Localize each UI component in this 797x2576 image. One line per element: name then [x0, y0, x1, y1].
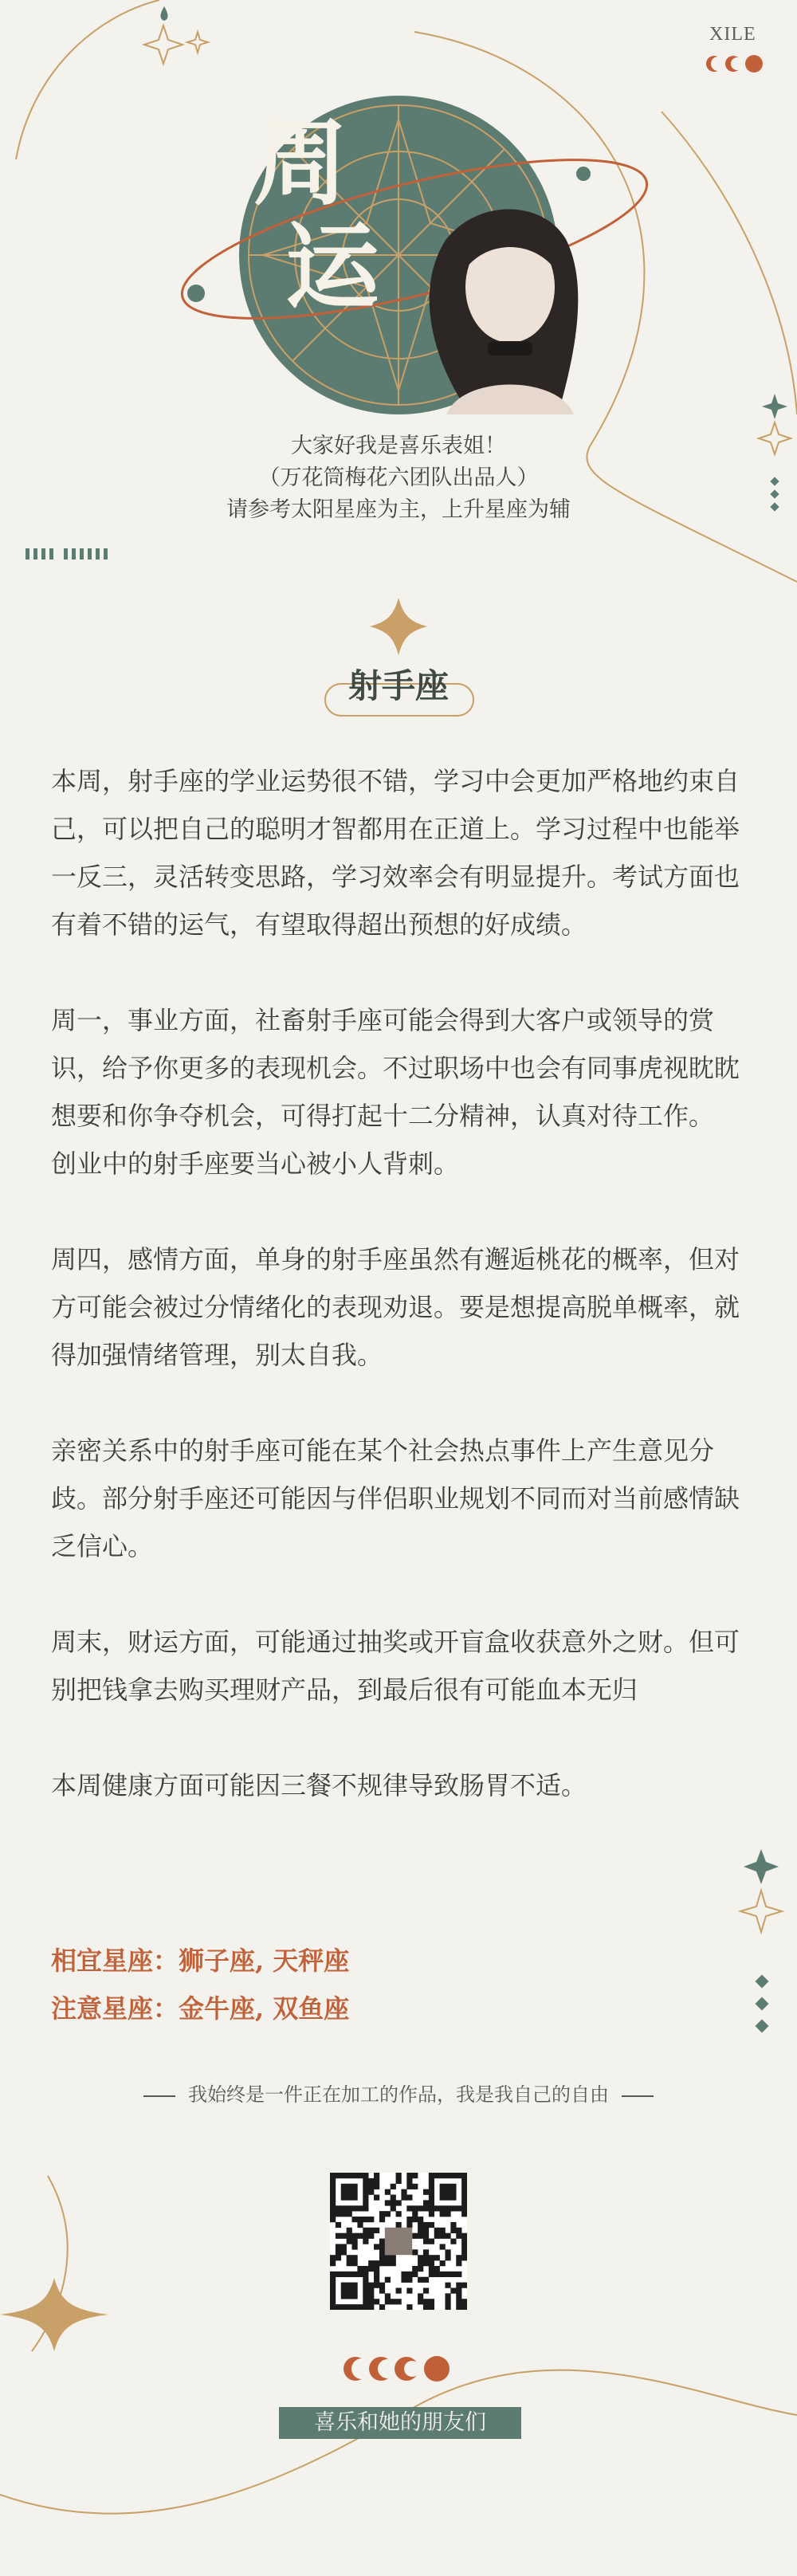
paragraph: 本周，射手座的学业运势很不错，学习中会更加严格地约束自己，可以把自己的聪明才智都用在正道上。学习过程中也能举一反三，灵活转变思路，学习效率会有明显提升。考试方面也有着不错的运气，有望取得超出预想的好成绩。: [51, 766, 740, 940]
caution-match: 注意星座：金牛座, 双鱼座: [51, 1993, 350, 2024]
divider: [143, 2095, 175, 2097]
stripe-decor: [26, 548, 108, 560]
footer-label: 喜乐和她的朋友们: [279, 2407, 521, 2439]
logo-char-1: 周: [253, 108, 348, 218]
horoscope-body: [51, 757, 752, 1857]
star-icon: [762, 394, 787, 419]
motto-line: [0, 2079, 797, 2107]
moon-phase-icon: [706, 55, 763, 73]
sparkle-icon: [0, 2278, 108, 2351]
paragraph: 周末，财运方面，可能通过抽奖或开盲盒收获意外之财。但可别把钱拿去购买理财产品，到最后很有可能血本无归: [51, 1627, 740, 1705]
drop-icon: [161, 6, 168, 21]
divider: [622, 2095, 654, 2097]
decor-curve: [0, 2370, 797, 2514]
intro-line: 请参考太阳星座为主，上升星座为辅: [226, 497, 571, 522]
brand-name: XILE: [709, 24, 756, 45]
qr-avatar: [385, 2228, 412, 2255]
compatibility-block: [51, 1937, 349, 2032]
zodiac-title: 射手座: [347, 666, 449, 705]
paragraph: 创业中的射手座要当心被小人背刺。: [51, 1149, 460, 1179]
motto-text: 我始终是一件正在加工的作品，我是我自己的自由: [188, 2083, 609, 2106]
planet-dot: [187, 285, 205, 302]
paragraph: 周一，事业方面，社畜射手座可能会得到大客户或领导的赏识，给予你更多的表现机会。不过职场中也会有同事虎视眈眈想要和你争夺机会，可得打起十二分精神，认真对待工作。: [51, 1005, 740, 1131]
intro-block: [0, 430, 797, 526]
sparkle-icon: [370, 598, 427, 655]
logo-char-2: 运: [285, 212, 380, 322]
intro-line: 大家好我是喜乐表姐！: [291, 434, 506, 458]
paragraph: 亲密关系中的射手座可能在某个社会热点事件上产生意见分歧。部分射手座还可能因与伴侣职业规划不同而对当前感情缺乏信心。: [51, 1435, 740, 1561]
sparkle-icon: [187, 32, 208, 53]
paragraph: 周四，感情方面，单身的射手座虽然有邂逅桃花的概率，但对方可能会被过分情绪化的表现劝退。要是想提高脱单概率，就得加强情绪管理，别太自我。: [51, 1244, 740, 1370]
intro-line: （万花筒梅花六团队出品人）: [258, 465, 539, 490]
paragraph: 本周健康方面可能因三餐不规律导致肠胃不适。: [51, 1770, 587, 1800]
decor-curve: [662, 112, 797, 414]
decor-curve: [16, 0, 159, 159]
qr-code-graphic: [330, 2173, 467, 2310]
sparkle-icon: [144, 26, 183, 64]
moon-phase-icon: [344, 2356, 450, 2382]
qr-code[interactable]: [330, 2173, 467, 2310]
planet-dot: [576, 167, 591, 181]
avatar-illustration: [430, 210, 579, 415]
good-match: 相宜星座：狮子座, 天秤座: [51, 1946, 350, 1976]
header-logo: [253, 108, 413, 351]
sparkle-icon: [740, 1891, 782, 1932]
diamond-icon: [756, 1975, 769, 2033]
